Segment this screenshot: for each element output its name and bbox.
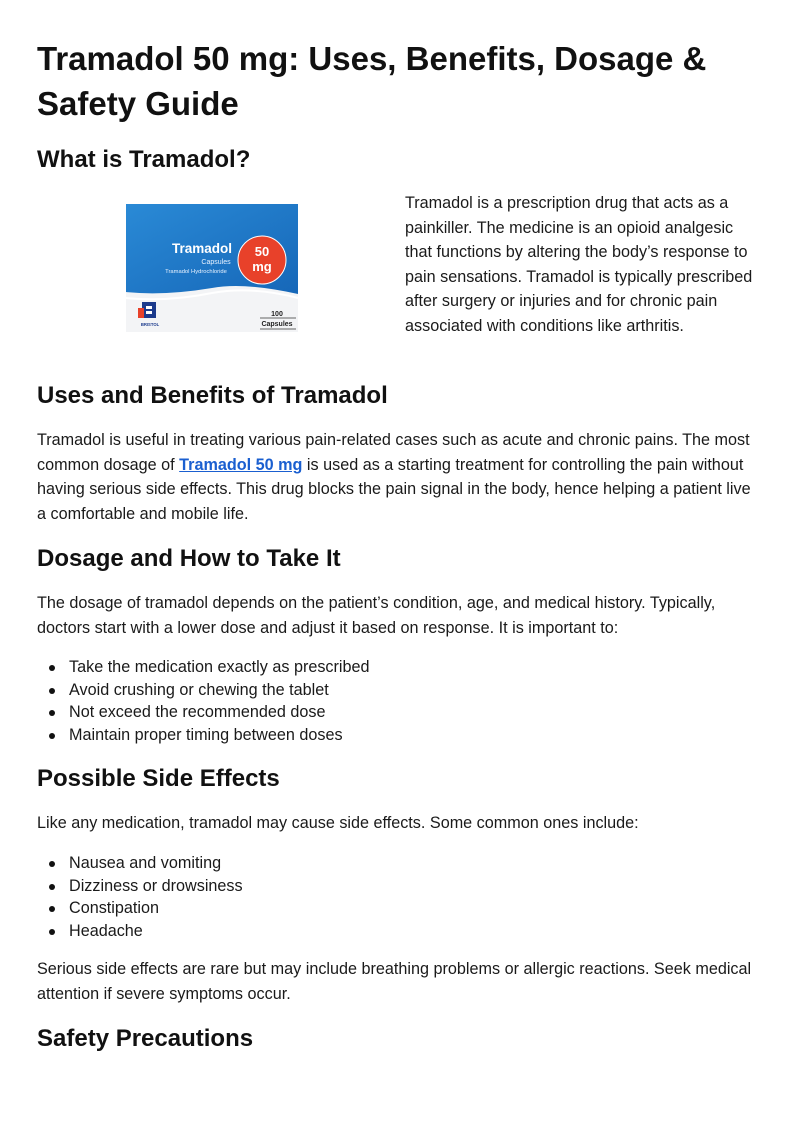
side-effects-closing: Serious side effects are rare but may include breathing problems or allergic reactions. Seek medical attention if severe symptoms occur. <box>37 960 752 1003</box>
product-form: Capsules <box>201 259 231 266</box>
list-item: Take the medication exactly as prescribed <box>37 656 370 679</box>
list-item: Avoid crushing or chewing the tablet <box>37 679 370 702</box>
uses-text-after: is used as a starting treatment for controlling the pain without having serious side effects. This drug blocks the pain signal in the body, hence helping a patient live a comfortable and mobile life. <box>37 455 751 523</box>
list-item: Maintain proper timing between doses <box>37 724 370 747</box>
product-brand-name: Tramadol <box>171 241 233 256</box>
section-heading-side-effects: Possible Side Effects <box>37 765 280 792</box>
dosage-list <box>37 656 370 747</box>
section-heading-safety: Safety Precautions <box>37 1025 254 1052</box>
list-item: Nausea and vomiting <box>37 852 243 875</box>
dosage-paragraph: The dosage of tramadol depends on the patient’s condition, age, and medical history. Typically, doctors start with a lower dose and adjust it based on response. It is important to: <box>37 594 716 637</box>
section-heading-dosage: Dosage and How to Take It <box>37 545 341 572</box>
strength-unit: mg <box>252 259 272 274</box>
product-image <box>124 202 300 334</box>
uses-paragraph <box>37 428 757 526</box>
list-item: Headache <box>37 920 243 943</box>
list-item: Not exceed the recommended dose <box>37 701 370 724</box>
tramadol-50mg-link[interactable]: Tramadol 50 mg <box>179 455 303 474</box>
section-heading-uses: Uses and Benefits of Tramadol <box>37 382 388 409</box>
section-heading-what-is: What is Tramadol? <box>37 146 251 173</box>
list-item: Dizziness or drowsiness <box>37 875 243 898</box>
strength-value: 50 <box>254 244 270 259</box>
maker-name: BRISTOL <box>140 322 160 327</box>
uses-text-before: Tramadol is useful in treating various pain-related cases such as acute and chronic pains. The most common dosage of <box>37 431 750 474</box>
what-is-paragraph: Tramadol is a prescription drug that acts as a painkiller. The medicine is an opioid analgesic that functions by altering the body’s response to pain sensations. Tramadol is typically prescribed after surgery or injuries and for chronic pain associated with conditions like arthritis. <box>405 194 753 335</box>
pack-count: 100 <box>271 311 283 318</box>
side-effects-paragraph: Like any medication, tramadol may cause side effects. Some common ones include: <box>37 814 639 832</box>
list-item: Constipation <box>37 897 243 920</box>
side-effects-list <box>37 852 243 943</box>
pack-unit: Capsules <box>261 321 293 328</box>
article-title: Tramadol 50 mg: Uses, Benefits, Dosage & Safety Guide <box>37 40 707 122</box>
product-ingredient: Tramadol Hydrochloride <box>165 269 227 275</box>
